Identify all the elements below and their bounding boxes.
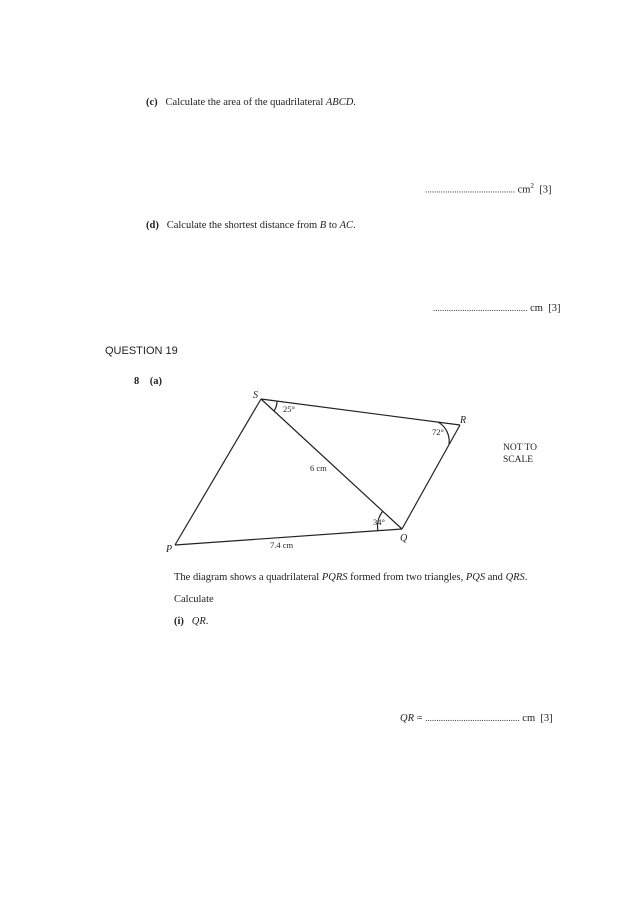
angle-q-label: 34° <box>373 517 385 527</box>
part-d-answer-line[interactable] <box>433 303 560 314</box>
part-c-var: ABCD <box>325 97 354 108</box>
answer-dots: .......................................... <box>425 713 520 723</box>
answer-unit: cm <box>530 303 543 314</box>
part-c-question: (c) Calculate the area of the quadrilateral ABCD. <box>146 97 356 108</box>
angle-arc-s <box>274 401 277 411</box>
vertex-q: Q <box>400 533 408 544</box>
marks: [3] <box>540 713 553 724</box>
side-sq-label: 6 cm <box>310 463 327 473</box>
part-c-label: (c) <box>146 97 158 108</box>
answer-dots: .......................................... <box>433 303 528 313</box>
not-to-scale-line2: SCALE <box>503 455 534 465</box>
marks: [3] <box>548 303 561 314</box>
part-d-label: (d) <box>146 220 159 231</box>
question-heading: QUESTION 19 <box>105 345 178 357</box>
not-to-scale-line1: NOT TO <box>503 443 538 453</box>
answer-var: QR <box>400 713 414 724</box>
part-c-text: Calculate the area of the quadrilateral <box>165 97 326 108</box>
vertex-p: P <box>166 544 173 555</box>
angle-s-label: 25° <box>283 404 295 414</box>
part-i-answer-line[interactable]: QR = .......................................... cm [3] <box>400 713 553 724</box>
marks: [3] <box>539 184 552 196</box>
side-rq <box>402 425 460 529</box>
vertex-r: R <box>460 415 467 426</box>
answer-unit: cm <box>522 713 536 724</box>
calculate-text: Calculate <box>174 594 214 605</box>
vertex-s: S <box>253 390 258 401</box>
part-i-question: (i) QR. <box>174 616 209 627</box>
part-d-question: (d) Calculate the shortest distance from B to AC. <box>146 220 356 231</box>
quadrilateral-diagram <box>160 385 560 565</box>
side-pq-label: 7.4 cm <box>270 540 294 550</box>
angle-r-label: 72° <box>432 427 444 437</box>
side-ps <box>175 399 261 545</box>
question-number: 8 (a) <box>134 376 162 387</box>
answer-dots: ........................................ <box>425 184 515 195</box>
answer-unit: cm <box>517 184 531 196</box>
part-c-answer-line[interactable]: ........................................ $cm^2$ [3] <box>425 182 552 196</box>
diagonal-sq <box>261 399 402 529</box>
diagram-description: The diagram shows a quadrilateral PQRS formed from two triangles, PQS and QRS. <box>174 572 528 583</box>
